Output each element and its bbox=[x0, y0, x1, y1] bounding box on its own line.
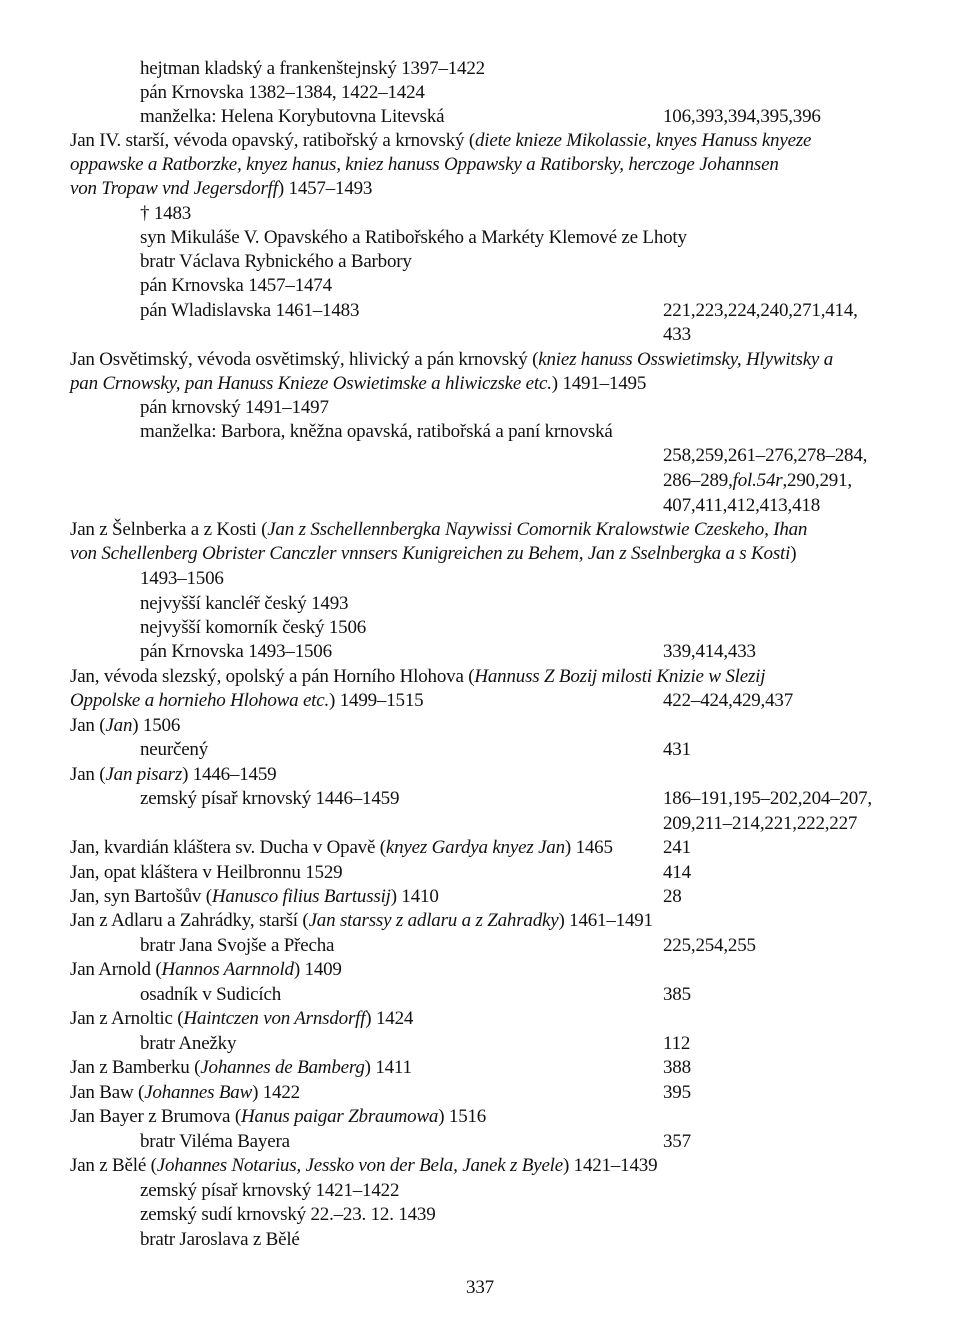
entry-heading-continued: von Tropaw vnd Jegersdorff) 1457–1493 bbox=[70, 178, 373, 199]
index-line bbox=[0, 665, 960, 689]
entry-text: pán Wladislavska 1461–1483 bbox=[140, 300, 360, 321]
entry-text: bratr Anežky bbox=[140, 1033, 237, 1054]
index-line bbox=[0, 592, 960, 616]
index-line bbox=[0, 1203, 960, 1227]
index-line bbox=[0, 689, 960, 713]
index-line bbox=[0, 714, 960, 738]
index-line bbox=[0, 274, 960, 298]
index-line bbox=[0, 444, 960, 468]
page-refs: 395 bbox=[663, 1082, 691, 1103]
index-line bbox=[0, 861, 960, 885]
entry-heading: Jan z Adlaru a Zahrádky, starší (Jan starssy z adlaru a z Zahradky) 1461–1491 bbox=[70, 910, 653, 931]
entry-heading-continued: pan Crnowsky, pan Hanuss Knieze Oswietimske a hliwiczske etc.) 1491–1495 bbox=[70, 373, 647, 394]
page-refs: 28 bbox=[663, 886, 682, 907]
entry-heading-continued: Oppolske a hornieho Hlohowa etc.) 1499–1515 bbox=[70, 690, 424, 711]
index-line bbox=[0, 153, 960, 177]
index-line bbox=[0, 518, 960, 542]
index-line bbox=[0, 323, 960, 347]
index-line bbox=[0, 1228, 960, 1252]
entry-heading: Jan z Šelnberka a z Kosti (Jan z Sschellennbergka Naywissi Comornik Kralowstwie Czeskeho, Ihan bbox=[70, 519, 808, 540]
index-line bbox=[0, 983, 960, 1007]
entry-heading: Jan, syn Bartošův (Hanusco filius Bartussij) 1410 bbox=[70, 886, 439, 907]
page-refs: 225,254,255 bbox=[663, 935, 756, 956]
entry-text: † 1483 bbox=[140, 203, 192, 224]
entry-text: hejtman kladský a frankenštejnský 1397–1422 bbox=[140, 58, 485, 79]
index-line bbox=[0, 787, 960, 811]
page-refs: 112 bbox=[663, 1033, 691, 1054]
index-line bbox=[0, 836, 960, 860]
entry-heading: Jan, vévoda slezský, opolský a pán Horního Hlohova (Hannuss Z Bozij milosti Knizie w Slezij bbox=[70, 666, 766, 687]
index-line bbox=[0, 885, 960, 909]
index-line bbox=[0, 202, 960, 226]
page-refs: 186–191,195–202,204–207, bbox=[663, 788, 872, 809]
entry-text: pán Krnovska 1493–1506 bbox=[140, 641, 332, 662]
entry-heading: Jan z Bělé (Johannes Notarius, Jessko von der Bela, Janek z Byele) 1421–1439 bbox=[70, 1155, 658, 1176]
index-line bbox=[0, 57, 960, 81]
entry-heading: Jan Arnold (Hannos Aarnnold) 1409 bbox=[70, 959, 342, 980]
entry-heading: Jan z Arnoltic (Haintczen von Arnsdorff) 1424 bbox=[70, 1008, 414, 1029]
page-refs: 209,211–214,221,222,227 bbox=[663, 813, 858, 834]
index-line bbox=[0, 105, 960, 129]
entry-heading: Jan, kvardián kláštera sv. Ducha v Opavě (knyez Gardya knyez Jan) 1465 bbox=[70, 837, 613, 858]
page-refs: 258,259,261–276,278–284, bbox=[663, 445, 868, 466]
index-line bbox=[0, 1032, 960, 1056]
page-refs: 388 bbox=[663, 1057, 691, 1078]
page-refs: 385 bbox=[663, 984, 691, 1005]
entry-text: osadník v Sudicích bbox=[140, 984, 281, 1005]
index-line bbox=[0, 494, 960, 518]
index-line bbox=[0, 1056, 960, 1080]
entry-text: pán Krnovska 1382–1384, 1422–1424 bbox=[140, 82, 425, 103]
page-refs: 106,393,394,395,396 bbox=[663, 106, 821, 127]
index-line bbox=[0, 909, 960, 933]
index-line bbox=[0, 299, 960, 323]
entry-heading: Jan, opat kláštera v Heilbronnu 1529 bbox=[70, 862, 343, 883]
index-line bbox=[0, 567, 960, 591]
index-line bbox=[0, 934, 960, 958]
entry-heading-continued: von Schellenberg Obrister Canczler vnnsers Kunigreichen zu Behem, Jan z Sselnbergka a s Kosti) bbox=[70, 543, 797, 564]
page-number: 337 bbox=[466, 1277, 494, 1298]
index-line bbox=[0, 812, 960, 836]
entry-text: nejvyšší kancléř český 1493 bbox=[140, 593, 349, 614]
page-refs: 357 bbox=[663, 1131, 691, 1152]
entry-text: zemský písař krnovský 1421–1422 bbox=[140, 1180, 400, 1201]
page-refs: 414 bbox=[663, 862, 691, 883]
page-refs: 407,411,412,413,418 bbox=[663, 495, 820, 516]
entry-heading: Jan Bayer z Brumova (Hanus paigar Zbraumowa) 1516 bbox=[70, 1106, 487, 1127]
entry-text: zemský písař krnovský 1446–1459 bbox=[140, 788, 400, 809]
page-refs: 431 bbox=[663, 739, 691, 760]
page-refs: 241 bbox=[663, 837, 691, 858]
entry-text: nejvyšší komorník český 1506 bbox=[140, 617, 367, 638]
page-refs: 422–424,429,437 bbox=[663, 690, 794, 711]
entry-heading: Jan Osvětimský, vévoda osvětimský, hlivický a pán krnovský (kniez hanuss Osswietimsky, Hlywitsky a bbox=[70, 349, 834, 370]
index-line bbox=[0, 1179, 960, 1203]
entry-text: bratr Viléma Bayera bbox=[140, 1131, 290, 1152]
page-refs: 221,223,224,240,271,414, bbox=[663, 300, 858, 321]
entry-text: syn Mikuláše V. Opavského a Ratibořského a Markéty Klemové ze Lhoty bbox=[140, 227, 687, 248]
entry-text: bratr Jaroslava z Bělé bbox=[140, 1229, 300, 1250]
index-line bbox=[0, 763, 960, 787]
entry-heading: Jan Baw (Johannes Baw) 1422 bbox=[70, 1082, 300, 1103]
entry-heading: Jan (Jan) 1506 bbox=[70, 715, 181, 736]
index-line bbox=[0, 469, 960, 493]
entry-text: manželka: Helena Korybutovna Litevská bbox=[140, 106, 445, 127]
index-line bbox=[0, 250, 960, 274]
entry-text: pán krnovský 1491–1497 bbox=[140, 397, 329, 418]
entry-heading: Jan z Bamberku (Johannes de Bamberg) 1411 bbox=[70, 1057, 412, 1078]
index-line bbox=[0, 1154, 960, 1178]
entry-heading-continued: oppawske a Ratborzke, knyez hanus, kniez hanuss Oppawsky a Ratiborsky, herczoge Johannsen bbox=[70, 154, 779, 175]
entry-text: pán Krnovska 1457–1474 bbox=[140, 275, 332, 296]
page-refs: 433 bbox=[663, 324, 691, 345]
page-refs: 286–289,fol.54r,290,291, bbox=[663, 470, 852, 491]
index-line bbox=[0, 177, 960, 201]
index-line bbox=[0, 1081, 960, 1105]
index-line bbox=[0, 1130, 960, 1154]
index-line bbox=[0, 1105, 960, 1129]
index-line bbox=[0, 129, 960, 153]
index-line bbox=[0, 542, 960, 566]
index-line bbox=[0, 738, 960, 762]
index-line bbox=[0, 420, 960, 444]
index-line bbox=[0, 640, 960, 664]
index-line bbox=[0, 958, 960, 982]
page-refs: 339,414,433 bbox=[663, 641, 756, 662]
entry-text: manželka: Barbora, kněžna opavská, ratibořská a paní krnovská bbox=[140, 421, 613, 442]
index-line bbox=[0, 1007, 960, 1031]
entry-text: zemský sudí krnovský 22.–23. 12. 1439 bbox=[140, 1204, 436, 1225]
entry-text: bratr Václava Rybnického a Barbory bbox=[140, 251, 412, 272]
index-line bbox=[0, 81, 960, 105]
index-line bbox=[0, 372, 960, 396]
index-line bbox=[0, 396, 960, 420]
index-line bbox=[0, 348, 960, 372]
entry-heading: Jan IV. starší, vévoda opavský, ratibořský a krnovský (diete knieze Mikolassie, knyes Hanuss knyeze bbox=[70, 130, 812, 151]
entry-heading: Jan (Jan pisarz) 1446–1459 bbox=[70, 764, 277, 785]
entry-text: bratr Jana Svojše a Přecha bbox=[140, 935, 335, 956]
index-line bbox=[0, 226, 960, 250]
index-line bbox=[0, 616, 960, 640]
entry-text: 1493–1506 bbox=[140, 568, 224, 589]
entry-text: neurčený bbox=[140, 739, 209, 760]
